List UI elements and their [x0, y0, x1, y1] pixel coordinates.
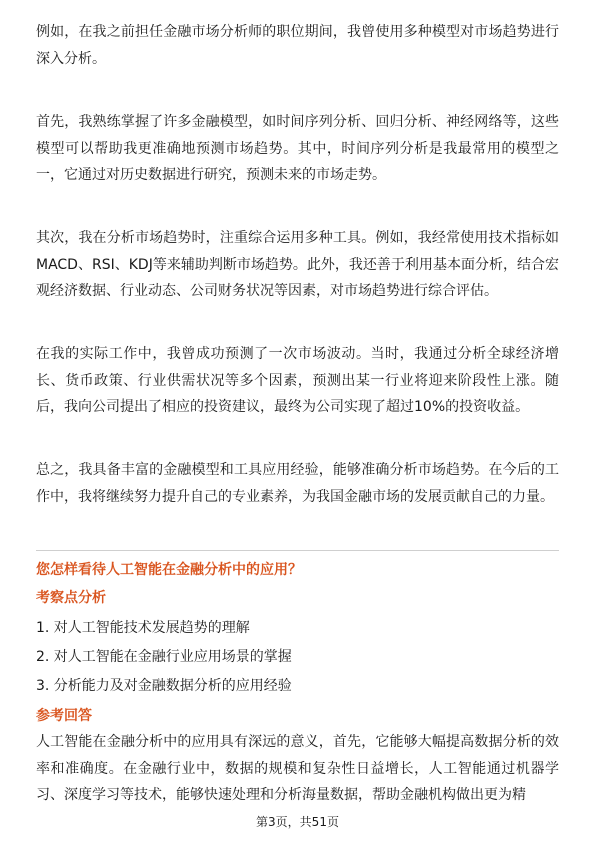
body-paragraph-1: 例如，在我之前担任金融市场分析师的职位期间，我曾使用多种模型对市场趋势进行深入分析。 [36, 24, 559, 67]
list-item: 1. 对人工智能技术发展趋势的理解 [36, 620, 250, 636]
page-number-footer: 第3页，共51页 [256, 815, 339, 829]
answer-paragraph: 人工智能在金融分析中的应用具有深远的意义，首先，它能够大幅提高数据分析的效率和准确度。在金融行业中，数据的规模和复杂性日益增长，人工智能通过机器学习、深度学习等技术，能够快速处理和分析海量数据，帮助金融机构做出更为精 [36, 734, 559, 804]
body-paragraph-5: 总之，我具备丰富的金融模型和工具应用经验，能够准确分析市场趋势。在今后的工作中，我将继续努力提升自己的专业素养，为我国金融市场的发展贡献自己的力量。 [36, 462, 559, 505]
body-paragraph-3: 其次，我在分析市场趋势时，注重综合运用多种工具。例如，我经常使用技术指标如MACD、RSI、KDJ等来辅助判断市场趋势。此外，我还善于利用基本面分析，结合宏观经济数据、行业动态、公司财务状况等因素，对市场趋势进行综合评估。 [36, 230, 559, 300]
list-item: 3. 分析能力及对金融数据分析的应用经验 [36, 678, 292, 694]
body-paragraph-4: 在我的实际工作中，我曾成功预测了一次市场波动。当时，我通过分析全球经济增长、货币政策、行业供需状况等多个因素，预测出某一行业将迎来阶段性上涨。随后，我向公司提出了相应的投资建议，最终为公司实现了超过10%的投资收益。 [36, 346, 559, 416]
interview-question: 您怎样看待人工智能在金融分析中的应用？ [36, 562, 302, 578]
points-list [36, 614, 292, 701]
points-heading: 考察点分析 [36, 590, 106, 606]
body-paragraph-2: 首先，我熟练掌握了许多金融模型，如时间序列分析、回归分析、神经网络等，这些模型可以帮助我更准确地预测市场趋势。其中，时间序列分析是我最常用的模型之一，它通过对历史数据进行研究，预测未来的市场走势。 [36, 114, 559, 184]
section-divider [36, 550, 559, 551]
answer-heading: 参考回答 [36, 708, 92, 724]
list-item: 2. 对人工智能在金融行业应用场景的掌握 [36, 649, 292, 665]
